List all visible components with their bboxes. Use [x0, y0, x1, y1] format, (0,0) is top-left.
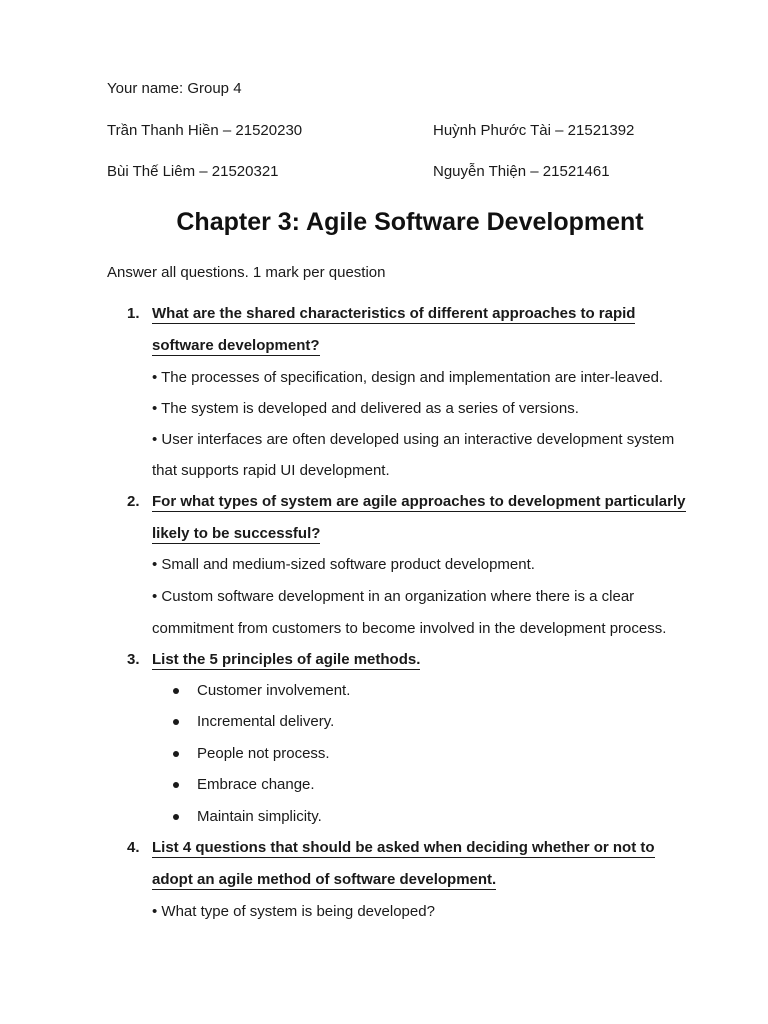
your-name-line: Your name: Group 4 — [107, 80, 242, 97]
answer-line: commitment from customers to become involved in the development process. — [152, 620, 667, 637]
bullet-dot-icon — [173, 751, 179, 757]
question-text: likely to be successful? — [152, 525, 321, 542]
member-2: Huỳnh Phước Tài – 21521392 — [433, 122, 635, 139]
question-number: 3. — [127, 651, 140, 668]
answer-line: that supports rapid UI development. — [152, 462, 390, 479]
question-text: List the 5 principles of agile methods. — [152, 651, 421, 668]
list-item: Embrace change. — [197, 776, 315, 793]
list-item: People not process. — [197, 745, 330, 762]
member-4: Nguyễn Thiện – 21521461 — [433, 163, 610, 180]
answer-line: • Small and medium-sized software product development. — [152, 556, 535, 573]
answer-line: • What type of system is being developed? — [152, 903, 435, 920]
question-number: 1. — [127, 305, 140, 322]
bullet-dot-icon — [173, 782, 179, 788]
list-item: Customer involvement. — [197, 682, 351, 699]
question-number: 4. — [127, 839, 140, 856]
answer-line: • User interfaces are often developed using an interactive development system — [152, 431, 675, 448]
question-number: 2. — [127, 493, 140, 510]
list-item: Maintain simplicity. — [197, 808, 322, 825]
answer-line: • The processes of specification, design and implementation are inter-leaved. — [152, 369, 664, 386]
member-1: Trần Thanh Hiền – 21520230 — [107, 122, 303, 139]
question-text: List 4 questions that should be asked when deciding whether or not to — [152, 839, 655, 856]
instructions: Answer all questions. 1 mark per question — [107, 264, 386, 281]
question-text: For what types of system are agile approaches to development particularly — [152, 493, 686, 510]
answer-line: • The system is developed and delivered as a series of versions. — [152, 400, 579, 417]
list-item: Incremental delivery. — [197, 713, 335, 730]
bullet-dot-icon — [173, 688, 179, 694]
page-title: Chapter 3: Agile Software Development — [176, 208, 644, 236]
question-text: adopt an agile method of software development. — [152, 871, 497, 888]
question-text: What are the shared characteristics of different approaches to rapid — [152, 305, 636, 322]
answer-line: • Custom software development in an organization where there is a clear — [152, 588, 635, 605]
question-text: software development? — [152, 337, 320, 354]
bullet-dot-icon — [173, 814, 179, 820]
bullet-dot-icon — [173, 719, 179, 725]
member-3: Bùi Thế Liêm – 21520321 — [107, 163, 279, 180]
